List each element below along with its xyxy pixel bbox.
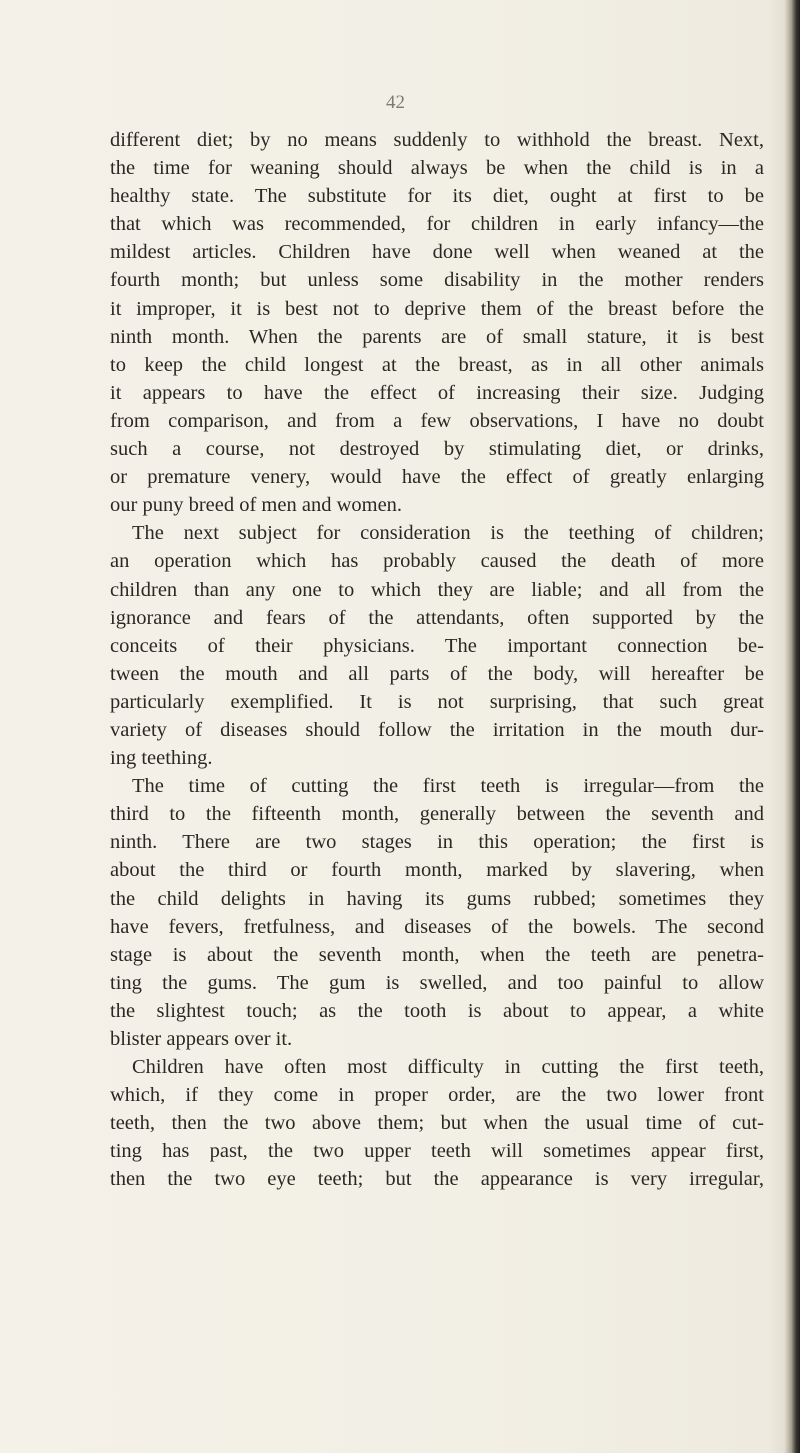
text-line: it improper, it is best not to deprive them of the breast before the [110,297,764,320]
text-line: about the third or fourth month, marked by slavering, when [110,859,764,882]
text-line: tween the mouth and all parts of the body, will hereafter be [110,662,764,685]
text-line: blister appears over it. [110,1028,293,1050]
text-line: that which was recommended, for children in early infancy—the [110,213,764,236]
text-line: teeth, then the two above them; but when the usual time of cut- [110,1112,764,1135]
text-line: such a course, not destroyed by stimulating diet, or drinks, [110,438,764,461]
body-text [110,126,764,1194]
text-line: The next subject for consideration is the teething of children; [132,522,764,545]
text-line: Children have often most difficulty in cutting the first teeth, [132,1056,764,1079]
text-line: the time for weaning should always be when the child is in a [110,157,764,180]
text-line: the slightest touch; as the tooth is about to appear, a white [110,999,764,1022]
text-line: children than any one to which they are liable; and all from the [110,578,764,601]
text-line: ting the gums. The gum is swelled, and too painful to allow [110,971,764,994]
text-line: third to the fifteenth month, generally between the seventh and [110,803,764,826]
text-line: The time of cutting the first teeth is irregular—from the [132,775,764,798]
book-spine-shadow [784,0,800,1453]
text-line: an operation which has probably caused the death of more [110,550,764,573]
text-line: ninth. There are two stages in this operation; the first is [110,831,764,854]
text-line: variety of diseases should follow the irritation in the mouth dur- [110,718,764,741]
text-line: it appears to have the effect of increasing their size. Judging [110,381,764,404]
text-line: or premature venery, would have the effect of greatly enlarging [110,466,764,489]
text-line: stage is about the seventh month, when the teeth are penetra- [110,943,764,966]
text-line: the child delights in having its gums rubbed; sometimes they [110,887,764,910]
text-line: healthy state. The substitute for its diet, ought at first to be [110,185,764,208]
text-line: our puny breed of men and women. [110,494,403,517]
text-line: mildest articles. Children have done well when weaned at the [110,241,764,264]
text-line: ing teething. [110,747,213,770]
text-line: different diet; by no means suddenly to withhold the breast. Next, [110,129,764,151]
text-line: ting has past, the two upper teeth will sometimes appear first, [110,1140,764,1163]
text-line: to keep the child longest at the breast, as in all other animals [110,353,764,376]
text-line: then the two eye teeth; but the appearance is very irregular, [110,1168,764,1191]
text-line: from comparison, and from a few observations, I have no doubt [110,409,764,432]
text-line: ninth month. When the parents are of small stature, it is best [110,325,764,348]
page-number: 42 [386,92,405,113]
text-line: ignorance and fears of the attendants, often supported by the [110,606,764,629]
text-line: fourth month; but unless some disability in the mother renders [110,269,764,292]
text-line: conceits of their physicians. The important connection be- [110,634,764,657]
text-line: which, if they come in proper order, are the two lower front [110,1084,764,1107]
text-line: particularly exemplified. It is not surprising, that such great [110,690,764,713]
text-line: have fevers, fretfulness, and diseases of the bowels. The second [110,915,764,938]
